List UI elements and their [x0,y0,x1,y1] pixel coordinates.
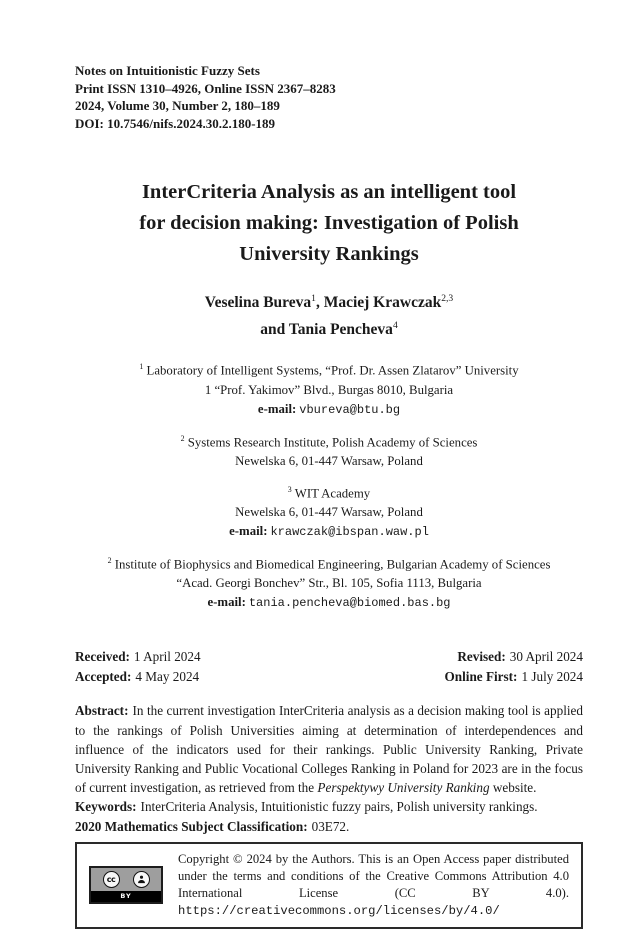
author-separator: , [315,294,324,312]
license-text [178,851,569,920]
affiliation-1-line-2: 1 “Prof. Yakimov” Blvd., Burgas 8010, Bulgaria [204,382,454,397]
email-address[interactable]: krawczak@ibspan.waw.pl [270,525,429,540]
affiliation-3-marker: 3 [287,484,292,494]
cc-icon-text: cc [106,875,116,885]
email-label: e-mail: [207,595,246,610]
abstract-label: Abstract: [75,703,129,719]
accepted-label: Accepted: [75,669,132,685]
license-box [75,842,583,929]
email-address[interactable]: vbureva@btu.bg [299,402,401,417]
keywords-label: Keywords: [75,799,137,815]
dates-section [75,647,583,687]
author-3-affiliation-marker: 4 [392,320,398,332]
volume-issue-line: 2024, Volume 30, Number 2, 180–189 [75,98,280,113]
cc-icon [103,871,120,888]
affiliation-2-line-2: Newelska 6, 01-447 Warsaw, Poland [235,453,423,468]
affiliation-1-email-line [75,400,583,420]
abstract-text: In the current investigation InterCriteria analysis as a decision making tool is applied to the rankings of Polish Universities aiming at determination of interdependences and influence of the indicators used for their rankings. Public University Ranking, Private University Ranking and Public Vocational Colleges Ranking in Poland for 2023 are in the focus of current investigation, as retrieved from the [75,703,583,796]
affiliation-1-line-1 [75,357,583,380]
affiliation-4-email-line [75,593,583,613]
abstract-section [75,701,583,835]
affiliation-3-institution: WIT Academy [294,486,371,501]
issn-line: Print ISSN 1310–4926, Online ISSN 2367–8283 [75,80,336,96]
author-name-2: Maciej Krawczak [323,294,442,312]
dates-right-column [329,647,583,687]
accepted-date [75,667,329,687]
keywords-line [75,797,583,816]
email-label: e-mail: [229,524,268,539]
affiliation-2-institution: Systems Research Institute, Polish Academy of Sciences [187,434,478,449]
affiliation-3-line-2: Newelska 6, 01-447 Warsaw, Poland [235,505,423,520]
affiliation-3-line-1 [75,480,583,503]
received-value: 1 April 2024 [133,649,201,665]
revised-label: Revised: [457,649,506,665]
author-name-3: Tania Pencheva [288,321,393,339]
online-first-label: Online First: [444,669,518,685]
affiliation-1-institution: Laboratory of Intelligent Systems, “Prof. Dr. Assen Zlatarov” University [146,363,519,378]
msc-value: 03E72. [311,818,350,834]
received-label: Received: [75,649,130,665]
affiliation-block-3 [75,480,583,542]
abstract-text-tail: website. [489,780,537,796]
received-date [75,647,329,667]
license-statement: Copyright © 2024 by the Authors. This is an Open Access paper distributed under the terms and conditions of the Creative Commons Attribution 4.0 International License (CC BY 4.0). [178,851,569,900]
online-first-value: 1 July 2024 [521,669,583,685]
dates-left-column [75,647,329,687]
author-1-affiliation-marker: 1 [311,293,316,304]
online-first-date [329,667,583,687]
title-line-2: for decision making: Investigation of Polish [139,212,519,234]
affiliation-2-line-1 [75,429,583,452]
email-address[interactable]: tania.pencheva@biomed.bas.bg [248,596,451,611]
affiliation-3-email-line [75,522,583,542]
license-url[interactable]: https://creativecommons.org/licenses/by/4.0/ [178,903,500,918]
affiliation-block-1 [75,357,583,419]
affiliation-4-marker: 2 [107,556,112,566]
cc-by-badge [89,866,163,904]
revised-value: 30 April 2024 [509,649,583,665]
affiliation-4-line-2: “Acad. Georgi Bonchev” Str., Bl. 105, Sofia 1113, Bulgaria [176,576,482,591]
revised-date [329,647,583,667]
journal-name: Notes on Intuitionistic Fuzzy Sets [75,63,260,78]
author-list [75,287,583,341]
doi-line: DOI: 10.7546/nifs.2024.30.2.180-189 [75,115,276,131]
author-2-affiliation-marker: 2,3 [441,293,454,304]
authors-conjunction: and [260,321,289,339]
title-line-1: InterCriteria Analysis as an intelligent tool [141,181,517,203]
by-label: BY [91,891,161,902]
authors-line-1 [75,287,583,314]
journal-header [75,62,583,132]
cc-badge-icons [91,868,161,891]
email-label: e-mail: [257,401,297,416]
person-attribution-icon [133,871,150,888]
msc-line [75,817,583,836]
affiliation-2-marker: 2 [180,433,185,443]
title-line-3: University Rankings [239,243,419,265]
affiliation-block-4 [75,551,583,613]
abstract-paragraph [75,701,583,797]
abstract-italic-source: Perspektywy University Ranking [317,780,490,796]
keywords-text: InterCriteria Analysis, Intuitionistic fuzzy pairs, Polish university rankings. [140,799,538,815]
affiliation-1-marker: 1 [139,362,144,372]
accepted-value: 4 May 2024 [135,669,200,685]
affiliation-block-2 [75,429,583,471]
authors-line-2 [75,314,583,341]
person-icon [136,874,147,885]
affiliation-4-line-1 [75,551,583,574]
paper-title [75,177,583,270]
msc-label: 2020 Mathematics Subject Classification: [75,818,308,834]
author-name-1: Veselina Bureva [204,294,312,312]
affiliation-4-institution: Institute of Biophysics and Biomedical Engineering, Bulgarian Academy of Sciences [114,557,551,572]
